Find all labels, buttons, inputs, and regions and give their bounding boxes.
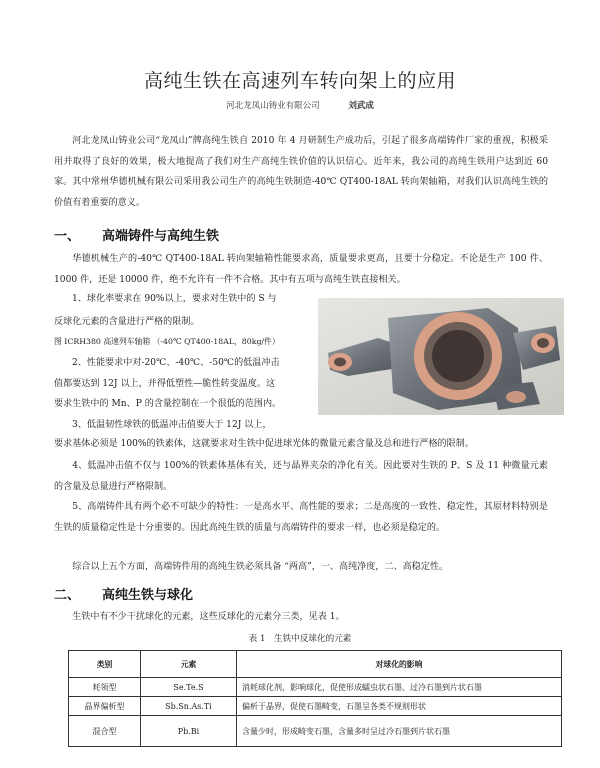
table-cell-category: 混合型 (69, 716, 141, 747)
axle-box-casting-image (318, 298, 564, 415)
section-2-heading (54, 584, 193, 603)
byline (0, 99, 600, 111)
table-cell-category: 晶界偏析型 (69, 697, 141, 716)
table-header-row (69, 651, 562, 678)
table-header-elements: 元素 (141, 651, 237, 678)
figure-caption: 图 ICRH380 高速列车轴箱 （-40℃ QT400-18AL，80kg/件） (54, 337, 280, 346)
table-cell-effect: 消耗球化剂，影响球化，促使形成蠕虫状石墨、过冷石墨到片状石墨 (237, 678, 562, 697)
table-header-effect: 对球化的影响 (237, 651, 562, 678)
byline-company: 河北龙凤山铸业有限公司 (226, 101, 320, 111)
section-1-number: 一、 (54, 229, 81, 244)
table-cell-effect: 偏析于晶界，促使石墨畸变，石墨呈各类不规则形状 (237, 697, 562, 716)
table-cell-elements: Pb.Bi (141, 716, 237, 747)
table-cell-elements: Se.Te.S (141, 678, 237, 697)
item-4-paragraph (54, 456, 548, 497)
intro-paragraph (54, 131, 548, 213)
summary-paragraph (54, 557, 548, 578)
table-row (69, 678, 562, 697)
section-2-title: 高纯生铁与球化 (102, 588, 194, 603)
table-header-category: 类别 (69, 651, 141, 678)
item-4-text: 4、低温冲击值不仅与 100%的铁素体基体有关，还与晶界夹杂的净化有关。因此要对生铁的 P、S 及 11 种微量元素的含量及总量进行严格限制。 (54, 461, 548, 492)
anti-spheroidizing-table (68, 650, 562, 747)
table-cell-effect: 含量少时，形成畸变石墨，含量多时呈过冷石墨到片状石墨 (237, 716, 562, 747)
table-caption: 表 1 生铁中反球化的元素 (248, 634, 352, 644)
table-cell-elements: Sb.Sn.As.Ti (141, 697, 237, 716)
section-2-paragraph (54, 607, 548, 628)
section-2-text: 生铁中有不少干扰球化的元素，这些反球化的元素分三类，见表 1。 (72, 612, 345, 622)
section-1-text: 华德机械生产的-40℃ QT400-18AL 转向架轴箱性能要求高，质量要求更高，且要十分稳定。不论是生产 100 件、1000 件，还是 10000 件，绝不允许有一件不合格。其中有五项与高纯生铁直接相关。 (54, 254, 548, 285)
section-2-number: 二、 (54, 588, 81, 603)
table-row (69, 697, 562, 716)
item-1-line-1: 1、球化率要求在 90%以上，要求对生铁中的 S 与 (72, 294, 277, 304)
table-row (69, 716, 562, 747)
item-5-paragraph (54, 497, 548, 538)
section-1-heading (54, 225, 219, 244)
section-1-title: 高端铸件与高纯生铁 (102, 229, 220, 244)
table-cell-category: 耗领型 (69, 678, 141, 697)
item-2-line-2: 值都要达到 12J 以上，并得低塑性—脆性转变温度。这 (54, 379, 276, 389)
item-5-text: 5、高端铸件具有两个必不可缺少的特性：一是高水平、高性能的要求；二是高度的一致性、稳定性，其原材料特别是生铁的质量稳定性是十分重要的。因此高纯生铁的质量与高端铸件的要求一样，也必须是稳定的。 (54, 502, 548, 533)
page-title: 高纯生铁在高速列车转向架上的应用 (143, 70, 456, 92)
item-3-line-1: 3、低温韧性球铁的低温冲击值要大于 12J 以上， (72, 420, 272, 430)
summary-text: 综合以上五个方面，高端铸件用的高纯生铁必须具备 “两高”，一、高纯净度，二、高稳定性。 (72, 562, 449, 572)
item-1-line-2: 反球化元素的含量进行严格的限制。 (54, 317, 200, 327)
axle-box-photo (318, 298, 564, 415)
item-3-line-2: 要求基体必须是 100%的铁素体，这就要求对生铁中促进球光体的微量元素含量及总和进行严格的限制。 (54, 439, 474, 449)
section-1-paragraph (54, 249, 548, 290)
item-2-line-1: 2、性能要求中对-20℃、-40℃、-50℃的低温冲击 (72, 358, 280, 368)
intro-text: 河北龙凤山铸业公司“龙凤山”牌高纯生铁自 2010 年 4 月研制生产成功后，引起了很多高端铸件厂家的重视，积极采用并取得了良好的效果，极大地提高了我们对生产高纯生铁价值的认识信心。近年来，我公司的高纯生铁用户达到近 60 家。其中常州华德机械有限公司采用我公司生产的高纯生铁制造-40℃ QT400-18AL 转向架轴箱，对我们认识高纯生铁的价值有着重要的意义。 (54, 136, 548, 208)
byline-author: 刘武成 (348, 101, 374, 111)
item-2-line-3: 要求生铁中的 Mn、P 的含量控制在一个很低的范围内。 (54, 399, 282, 409)
